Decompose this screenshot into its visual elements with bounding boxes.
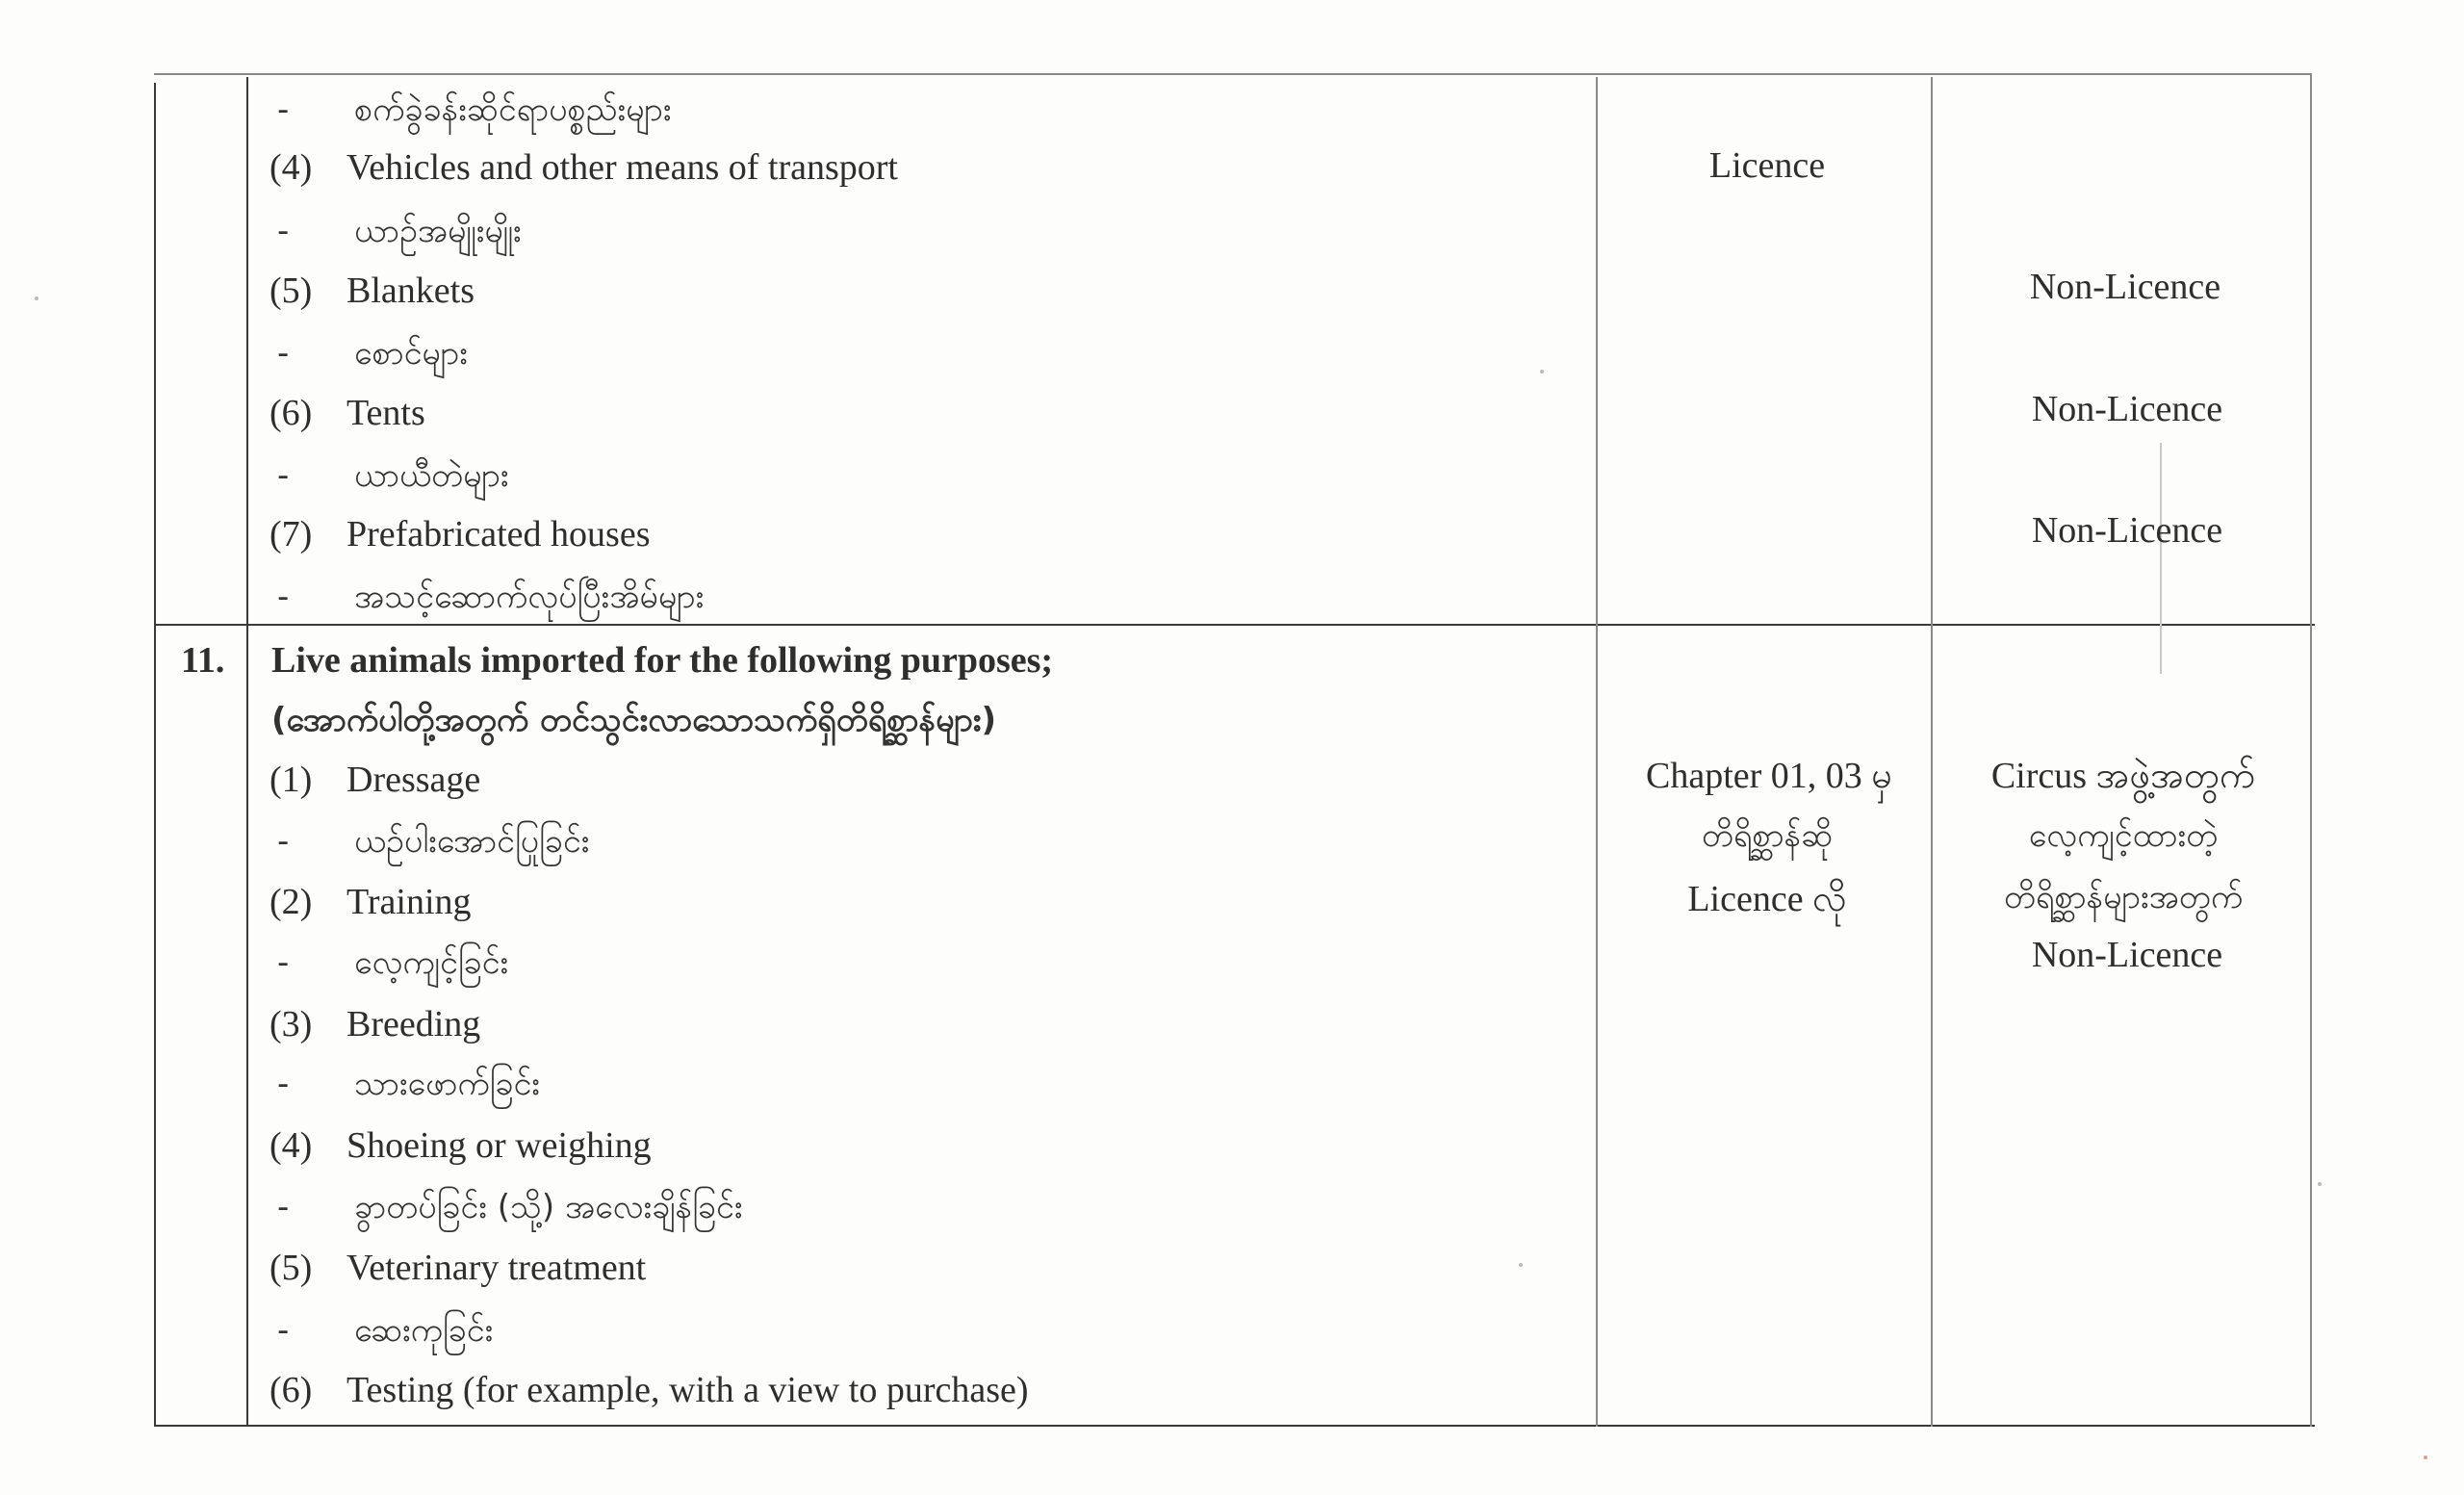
licence-note-line: လေ့ကျင့်ထားတဲ့ (2028, 816, 2219, 855)
list-item (270, 332, 468, 374)
item-text: Breeding (346, 1004, 481, 1044)
list-item (270, 576, 704, 618)
item-marker: - (277, 456, 290, 495)
list-item (270, 1124, 652, 1167)
table-bottom-border (154, 1425, 2315, 1427)
item-marker: - (277, 943, 290, 982)
column-4-divider (1931, 77, 1933, 1427)
list-item (270, 1186, 743, 1228)
item-marker: (4) (270, 1125, 313, 1166)
list-item (270, 820, 589, 863)
licence-status: Non-Licence (2031, 935, 2223, 975)
licence-status: Non-Licence (2029, 267, 2221, 307)
licence-note-line: တိရိစ္ဆာန်များအတွက် (2003, 878, 2244, 916)
item-text: စောင်များ (354, 334, 468, 373)
licence-condition-line: Licence လို (1687, 879, 1847, 919)
item-text: လေ့ကျင့်ခြင်း (354, 943, 509, 982)
list-item (270, 1247, 646, 1289)
item-marker: - (277, 578, 290, 616)
item-text: Blankets (346, 271, 475, 311)
list-item (270, 146, 898, 189)
list-item (270, 881, 472, 923)
item-marker: - (277, 90, 290, 129)
item-marker: - (277, 1065, 290, 1103)
item-text: Veterinary treatment (346, 1248, 647, 1288)
table-right-border (2310, 73, 2312, 1427)
licence-status: Licence (1708, 145, 1826, 186)
stray-mark (2160, 443, 2162, 674)
item-text: ဆေးကုခြင်း (354, 1311, 494, 1350)
item-marker: - (277, 1311, 290, 1350)
item-text: Training (346, 882, 472, 922)
table-left-border (154, 83, 156, 1427)
list-item (270, 454, 509, 497)
list-item (270, 392, 425, 434)
list-item (270, 1309, 493, 1352)
list-item (270, 210, 522, 252)
item-marker: (2) (270, 882, 313, 922)
column-3-divider (1596, 77, 1598, 1427)
item-marker: - (277, 212, 290, 250)
item-marker: - (277, 822, 290, 861)
number-column-divider (246, 77, 248, 1427)
section-divider-line (154, 624, 2315, 626)
item-text: Vehicles and other means of transport (346, 147, 898, 188)
item-text: သားဖောက်ခြင်း (354, 1065, 540, 1103)
table-top-border (154, 73, 2310, 75)
section-heading-myanmar: (အောက်ပါတို့အတွက် တင်သွင်းလာသောသက်ရှိတိရိစ္ဆာန်များ) (271, 701, 997, 739)
list-item (270, 270, 475, 312)
item-text: စက်ခွဲခန်းဆိုင်ရာပစ္စည်းများ (354, 90, 672, 129)
item-marker: (6) (270, 1370, 313, 1410)
licence-status: Non-Licence (2031, 389, 2223, 429)
item-marker: (5) (270, 271, 313, 311)
item-text: Testing (for example, with a view to purchase) (346, 1370, 1029, 1410)
item-marker: (3) (270, 1004, 313, 1044)
licence-note-line: Circus အဖွဲ့အတွက် (1990, 756, 2256, 796)
item-marker: (7) (270, 514, 313, 554)
item-marker: (5) (270, 1248, 313, 1288)
item-marker: - (277, 334, 290, 373)
item-text: ခွာတပ်ခြင်း (သို့) အလေးချိန်ခြင်း (354, 1188, 743, 1226)
licence-condition-line: တိရိစ္ဆာန်ဆို (1701, 816, 1834, 855)
item-marker: - (277, 1188, 290, 1226)
item-marker: (6) (270, 393, 313, 433)
item-text: ယာယီတဲများ (354, 456, 509, 495)
list-item (270, 941, 508, 984)
item-text: ယဉ်ပါးအောင်ပြုခြင်း (354, 822, 590, 861)
scan-speck (35, 296, 38, 300)
licence-status: Non-Licence (2031, 510, 2223, 551)
item-text: Prefabricated houses (346, 514, 651, 554)
scan-speck (2424, 1456, 2427, 1459)
section-heading: Live animals imported for the following purposes; (271, 640, 1054, 681)
list-item (270, 759, 480, 801)
scan-speck (2318, 1182, 2322, 1186)
section-number: 11. (181, 640, 225, 681)
item-text: အသင့်ဆောက်လုပ်ပြီးအိမ်များ (354, 578, 705, 616)
item-text: Shoeing or weighing (346, 1125, 652, 1166)
item-marker: (1) (270, 760, 313, 800)
scan-speck (1540, 370, 1544, 374)
item-text: Tents (346, 393, 425, 433)
list-item (270, 89, 672, 131)
item-text: Dressage (346, 760, 481, 800)
list-item (270, 1369, 1029, 1411)
scan-speck (1519, 1263, 1523, 1267)
list-item (270, 1063, 540, 1105)
list-item (270, 1003, 480, 1045)
item-marker: (4) (270, 147, 313, 188)
licence-condition-line: Chapter 01, 03 မှ (1646, 756, 1892, 796)
item-text: ယာဉ်အမျိုးမျိုး (354, 212, 522, 250)
list-item (270, 513, 651, 555)
